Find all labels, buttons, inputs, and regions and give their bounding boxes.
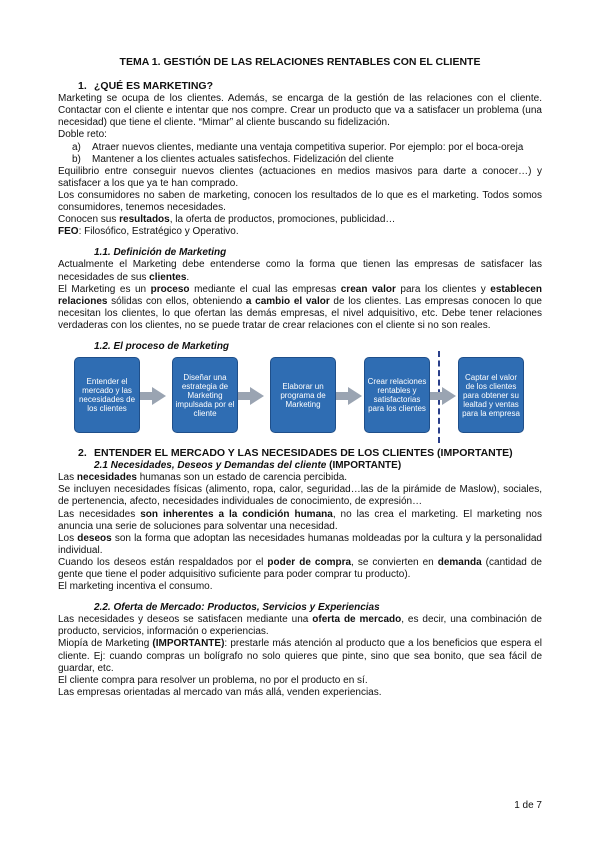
paragraph: El cliente compra para resolver un problema, no por el producto en sí.: [58, 674, 368, 686]
document-title: TEMA 1. GESTIÓN DE LAS RELACIONES RENTABLES CON EL CLIENTE: [119, 56, 481, 68]
paragraph: Las necesidades y deseos se satisfacen mediante una oferta de mercado, es decir, una combinación de producto, servicios, información o experiencias.: [58, 614, 542, 638]
section-1-heading: 1. ¿QUÉ ES MARKETING?: [78, 80, 214, 93]
paragraph: Equilibrio entre conseguir nuevos clientes (actuaciones en medios masivos para darte a conocer…) y satisfacer a los que ya te han comprado.: [58, 165, 542, 189]
paragraph: Las empresas orientadas al mercado van más allá, venden experiencias.: [58, 686, 382, 698]
process-step-1: Entender el mercado y las necesidades de los clientes: [74, 357, 140, 433]
section-2-2-heading: 2.2. Oferta de Mercado: Productos, Servicios y Experiencias: [94, 602, 380, 614]
section-2-heading: 2. ENTENDER EL MERCADO Y LAS NECESIDADES DE LOS CLIENTES (IMPORTANTE): [78, 447, 513, 460]
paragraph: Las necesidades son inherentes a la condición humana, no las crea el marketing. El marketing nos anuncia una serie de soluciones para solventar una necesidad.: [58, 508, 542, 532]
paragraph: Los consumidores no saben de marketing, conocen los resultados de lo que es el marketing. Todos somos consumidores, tenemos necesidades.: [58, 189, 542, 214]
list-item: b) Mantener a los clientes actuales satisfechos. Fidelización del cliente: [72, 153, 394, 165]
list-item: a) Atraer nuevos clientes, mediante una ventaja competitiva superior. Por ejemplo: por el boca-oreja: [72, 141, 524, 153]
paragraph: El marketing incentiva el consumo.: [58, 581, 213, 593]
document-page: [58, 56, 542, 699]
section-1-2-heading: 1.2. El proceso de Marketing: [94, 340, 230, 352]
arrow-right-icon: [348, 387, 362, 405]
paragraph: Doble reto:: [58, 129, 107, 141]
section-1-1-heading: 1.1. Definición de Marketing: [94, 247, 227, 259]
process-step-2: Diseñar una estrategia de Marketing impulsada por el cliente: [172, 357, 238, 433]
process-step-3: Elaborar un programa de Marketing: [270, 357, 336, 433]
paragraph: Actualmente el Marketing debe entenderse como la forma que tienen las empresas de satisfacer las necesidades de sus clientes.: [58, 259, 542, 283]
paragraph: Cuando los deseos están respaldados por el poder de compra, se convierten en demanda (cantidad de gente que tiene el poder adquisitivo suficiente para poder comprar tu producto).: [58, 556, 542, 580]
arrow-right-icon: [250, 387, 264, 405]
paragraph: El Marketing es un proceso mediante el cual las empresas crean valor para los clientes y establecen relaciones sólidas con ellos, obteniendo a cambio el valor de los clientes. Las empresas conocen lo que necesitan los clientes, lo que ofertan las demás empresas, el nivel adquisitivo, etc. Debe tener relaciones verdaderas con los clientes, no se puede tratar de crear relaciones con el cliente si no son reales.: [58, 283, 542, 331]
process-diagram: [58, 357, 542, 437]
paragraph: Marketing se ocupa de los clientes. Además, se encarga de la gestión de las relaciones con el cliente. Contactar con el cliente e intentar que nos compre. Crear un producto que va a satisfacer un problema (una necesidad) que tiene el cliente. “Mimar” al cliente buscando su fidelización.: [58, 93, 542, 129]
paragraph: FEO: Filosófico, Estratégico y Operativo.: [58, 226, 239, 238]
paragraph: Los deseos son la forma que adoptan las necesidades humanas moldeadas por la cultura y la personalidad individual.: [58, 532, 542, 556]
paragraph: Miopía de Marketing (IMPORTANTE): prestarle más atención al producto que a los beneficios que espera el cliente. Ej: cuando compras un bolígrafo no solo quieres que pinte, sino que sea bonito, que sea fácil de guardar, etc.: [58, 638, 542, 674]
process-step-4: Crear relaciones rentables y satisfactorias para los clientes: [364, 357, 430, 433]
arrow-right-icon: [442, 387, 456, 405]
page-number: 1 de 7: [514, 800, 542, 811]
section-2-1-heading: 2.1 Necesidades, Deseos y Demandas del cliente (IMPORTANTE): [94, 460, 402, 472]
paragraph: Conocen sus resultados, la oferta de productos, promociones, publicidad…: [58, 214, 396, 226]
arrow-right-icon: [152, 387, 166, 405]
paragraph: Se incluyen necesidades físicas (alimento, ropa, calor, seguridad…las de la pirámide de Maslow), sociales, de pertenencia, afecto, necesidades individuales de conocimiento, de expresión…: [58, 484, 542, 508]
paragraph: Las necesidades humanas son un estado de carencia percibida.: [58, 472, 348, 484]
process-step-5: Captar el valor de los clientes para obtener su lealtad y ventas para la empresa: [458, 357, 524, 433]
